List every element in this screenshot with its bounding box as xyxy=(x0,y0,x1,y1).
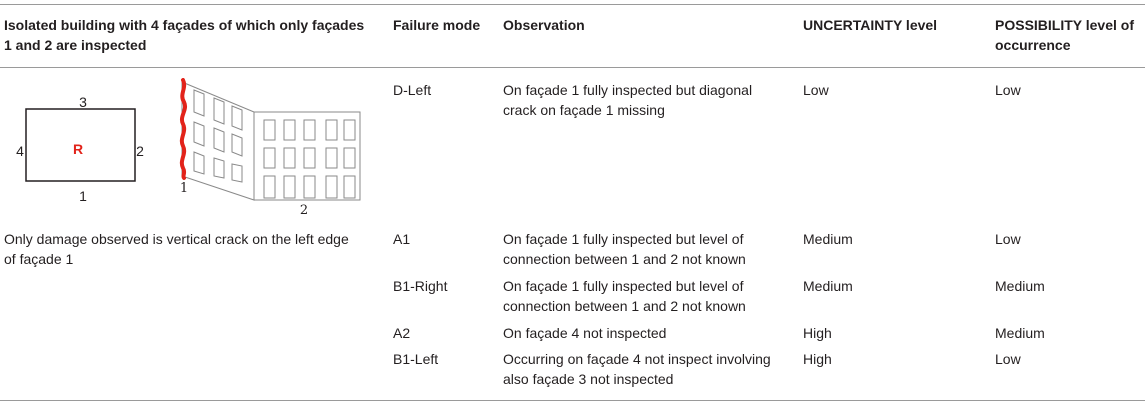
row-2-uncertainty: Medium xyxy=(803,231,853,247)
row-4-failure-mode: A2 xyxy=(393,325,411,341)
row-5-observation: Occurring on façade 4 not inspect involving also façade 3 not inspected xyxy=(503,351,771,387)
row-2-failure-mode: A1 xyxy=(393,231,411,247)
row-5-possibility: Low xyxy=(995,351,1021,367)
plan-label-top: 3 xyxy=(79,94,87,110)
header-rule xyxy=(0,67,1145,68)
plan-label-left: 4 xyxy=(16,143,24,159)
top-rule xyxy=(0,4,1145,5)
header-possibility: POSSIBILITY level of occurrence xyxy=(995,17,1135,53)
header-uncertainty: UNCERTAINTY level xyxy=(803,17,938,33)
row-2-observation: On façade 1 fully inspected but level of connection between 1 and 2 not known xyxy=(503,231,746,267)
building-plan-figure xyxy=(0,90,160,210)
facade-label-2: 2 xyxy=(299,203,309,218)
vertical-crack-mark xyxy=(182,80,185,178)
row-1-failure-mode: D-Left xyxy=(393,82,432,98)
plan-label-center: R xyxy=(72,141,84,157)
row-4-possibility: Medium xyxy=(995,325,1045,341)
header-failure-mode: Failure mode xyxy=(393,17,481,33)
bottom-rule xyxy=(0,400,1145,401)
row-1-uncertainty: Low xyxy=(803,82,829,98)
damage-note: Only damage observed is vertical crack on the left edge of façade 1 xyxy=(4,231,349,267)
row-5-failure-mode: B1-Left xyxy=(393,351,439,367)
row-4-uncertainty: High xyxy=(803,325,832,341)
plan-label-bottom: 1 xyxy=(79,188,87,204)
plan-label-right: 2 xyxy=(136,143,144,159)
header-scenario: Isolated building with 4 façades of which only façades 1 and 2 are inspected xyxy=(4,17,365,53)
row-5-uncertainty: High xyxy=(803,351,832,367)
row-3-failure-mode: B1-Right xyxy=(393,278,448,294)
facade-label-1: 1 xyxy=(179,181,189,196)
row-3-possibility: Medium xyxy=(995,278,1045,294)
row-2-possibility: Low xyxy=(995,231,1021,247)
facade-perspective-figure xyxy=(170,78,370,218)
row-3-observation: On façade 1 fully inspected but level of connection between 1 and 2 not known xyxy=(503,278,746,314)
row-4-observation: On façade 4 not inspected xyxy=(503,325,667,341)
row-1-possibility: Low xyxy=(995,82,1021,98)
header-observation: Observation xyxy=(503,17,585,33)
row-1-observation: On façade 1 fully inspected but diagonal crack on façade 1 missing xyxy=(503,82,753,118)
row-3-uncertainty: Medium xyxy=(803,278,853,294)
